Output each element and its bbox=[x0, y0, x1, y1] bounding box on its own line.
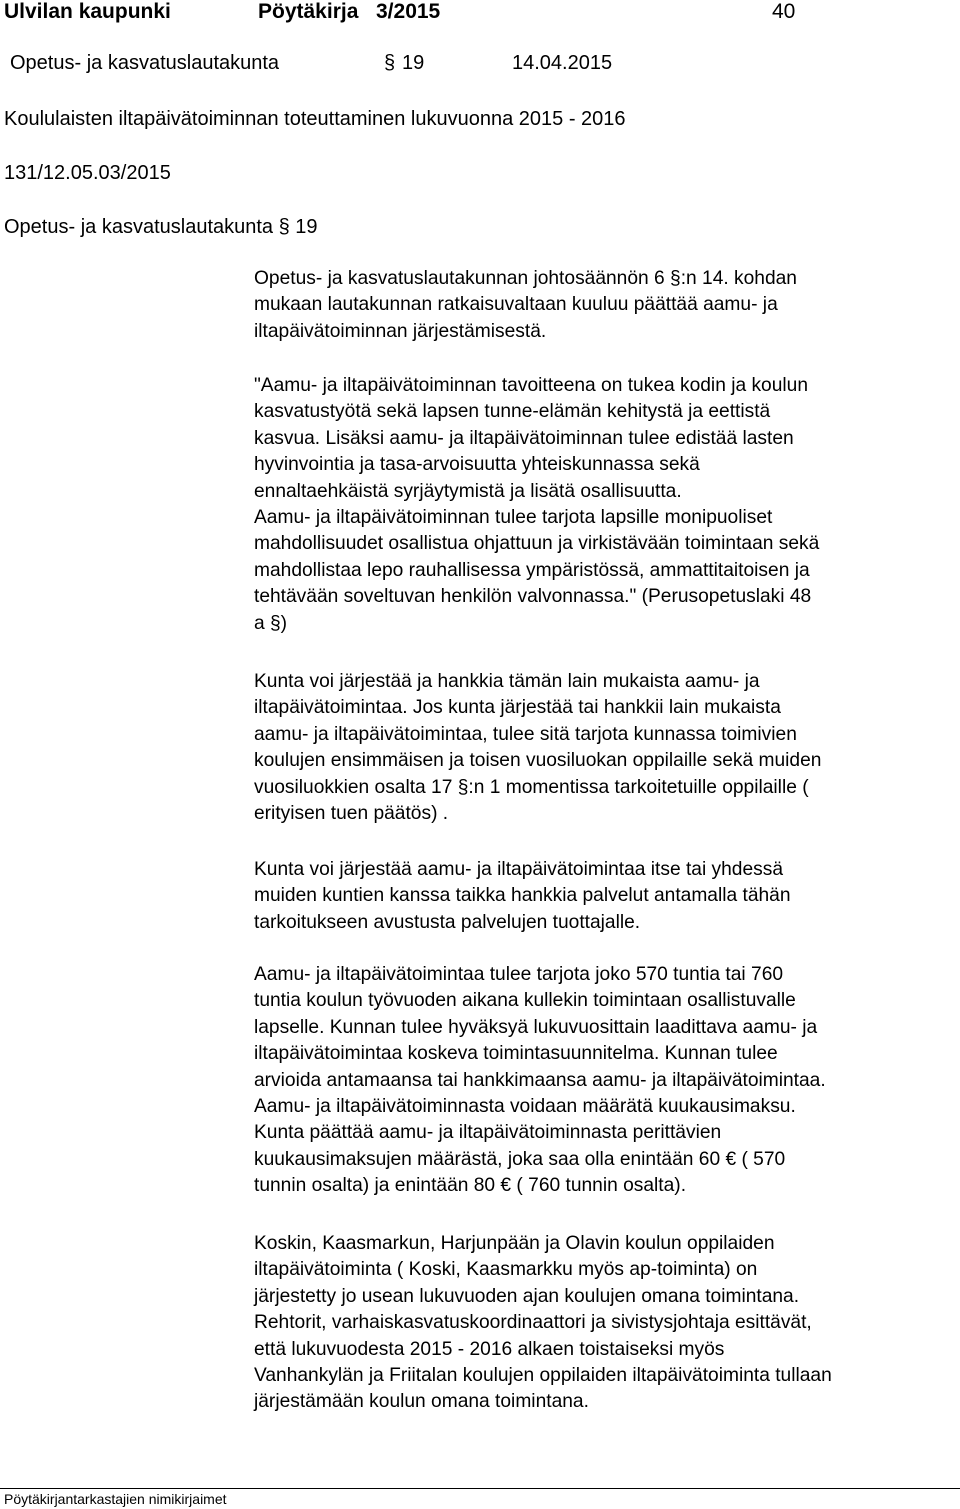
paragraph-line: aamu- ja iltapäivätoimintaa, tulee sitä tarjota kunnassa toimivien bbox=[254, 723, 797, 745]
paragraph-line: erityisen tuen päätös) . bbox=[254, 802, 449, 824]
section-sign: § bbox=[384, 52, 396, 74]
paragraph-line: "Aamu- ja iltapäivätoiminnan tavoitteena on tukea kodin ja koulun bbox=[254, 375, 809, 396]
paragraph-1 bbox=[254, 266, 958, 345]
paragraph-line: Kunta voi järjestää aamu- ja iltapäivätoimintaa itse tai yhdessä bbox=[254, 859, 784, 880]
doc-number: 3/2015 bbox=[376, 0, 441, 23]
paragraph-line: Vanhankylän ja Friitalan koulujen oppilaiden iltapäivätoiminta tullaan bbox=[254, 1364, 832, 1386]
paragraph-line: kasvatustyötä sekä lapsen tunne-elämän kehitystä ja eettistä bbox=[254, 401, 771, 423]
case-committee-line: Opetus- ja kasvatuslautakunta § 19 bbox=[4, 216, 318, 238]
paragraph-6 bbox=[254, 1231, 958, 1416]
paragraph-line: Kunta voi järjestää ja hankkia tämän lain mukaista aamu- ja bbox=[254, 671, 760, 692]
paragraph-line: järjestämään koulun omana toimintana. bbox=[254, 1391, 589, 1413]
paragraph-line: mukaan lautakunnan ratkaisuvaltaan kuuluu päättää aamu- ja bbox=[254, 294, 778, 316]
case-title: Koululaisten iltapäivätoiminnan toteuttaminen lukuvuonna 2015 - 2016 bbox=[4, 108, 626, 130]
paragraph-line: arvioida antamaansa tai hankkimaansa aamu- ja iltapäivätoimintaa. bbox=[254, 1069, 826, 1091]
paragraph-line: kuukausimaksujen määrästä, joka saa olla enintään 60 € ( 570 bbox=[254, 1148, 786, 1170]
case-reference: 131/12.05.03/2015 bbox=[4, 162, 171, 184]
paragraph-line: Koskin, Kaasmarkun, Harjunpään ja Olavin koulun oppilaiden bbox=[254, 1233, 775, 1254]
paragraph-line: Aamu- ja iltapäivätoiminnasta voidaan määrätä kuukausimaksu. bbox=[254, 1095, 796, 1117]
paragraph-line: lapselle. Kunnan tulee hyväksyä lukuvuosittain laadittava aamu- ja bbox=[254, 1016, 818, 1038]
paragraph-line: Aamu- ja iltapäivätoimintaa tulee tarjota joko 570 tuntia tai 760 bbox=[254, 964, 784, 985]
committee-name: Opetus- ja kasvatuslautakunta bbox=[10, 52, 280, 74]
paragraph-line: Opetus- ja kasvatuslautakunnan johtosäännön 6 §:n 14. kohdan bbox=[254, 268, 797, 289]
paragraph-line: mahdollisuudet osallistua ohjattuun ja virkistävään toimintaan sekä bbox=[254, 533, 820, 555]
paragraph-line: tuntia koulun työvuoden aikana kullekin toimintaan osallistuvalle bbox=[254, 990, 796, 1012]
footer-divider bbox=[0, 1488, 960, 1489]
paragraph-line: hyvinvointia ja tasa-arvoisuutta yhteiskunnassa sekä bbox=[254, 454, 700, 476]
paragraph-line: iltapäivätoimintaa. Jos kunta järjestää tai hankkii lain mukaista bbox=[254, 697, 781, 719]
paragraph-line: koulujen ensimmäisen ja toisen vuosiluokan oppilaille sekä muiden bbox=[254, 750, 822, 772]
paragraph-line: mahdollistaa lepo rauhallisessa ympäristössä, ammattitaitoisen ja bbox=[254, 559, 810, 581]
meeting-date: 14.04.2015 bbox=[512, 52, 613, 74]
paragraph-line: tehtävään soveltuvan henkilön valvonnassa." (Perusopetuslaki 48 bbox=[254, 586, 812, 608]
paragraph-line: iltapäivätoimintaa koskeva toimintasuunnitelma. Kunnan tulee bbox=[254, 1043, 778, 1065]
paragraph-2 bbox=[254, 373, 958, 637]
paragraph-line: kasvua. Lisäksi aamu- ja iltapäivätoiminnan tulee edistää lasten bbox=[254, 427, 794, 449]
paragraph-line: iltapäivätoiminta ( Koski, Kaasmarkku myös ap-toiminta) on bbox=[254, 1259, 758, 1281]
paragraph-line: tunnin osalta) ja enintään 80 € ( 760 tunnin osalta). bbox=[254, 1175, 687, 1197]
paragraph-line: järjestetty jo usean lukuvuoden ajan koulujen omana toimintana. bbox=[254, 1285, 800, 1307]
paragraph-line: että lukuvuodesta 2015 - 2016 alkaen toistaiseksi myös bbox=[254, 1338, 725, 1360]
paragraph-line: ennaltaehkäistä syrjäytymistä ja lisätä osallisuutta. bbox=[254, 480, 682, 502]
paragraph-5 bbox=[254, 962, 958, 1200]
paragraph-line: iltapäivätoiminnan järjestämisestä. bbox=[254, 320, 547, 342]
paragraph-line: muiden kuntien kanssa taikka hankkia palvelut antamalla tähän bbox=[254, 885, 791, 907]
paragraph-line: a §) bbox=[254, 612, 288, 634]
paragraph-line: vuosiluokkien osalta 17 §:n 1 momentissa tarkoitetuille oppilaille ( bbox=[254, 776, 809, 798]
paragraph-line: Kunta päättää aamu- ja iltapäivätoiminnasta perittävien bbox=[254, 1122, 722, 1144]
section-number: 19 bbox=[402, 52, 425, 74]
paragraph-line: Rehtorit, varhaiskasvatuskoordinaattori ja sivistysjohtaja esittävät, bbox=[254, 1312, 812, 1334]
paragraph-line: tarkoitukseen avustusta palvelujen tuottajalle. bbox=[254, 911, 641, 933]
paragraph-4 bbox=[254, 857, 958, 936]
paragraph-line: Aamu- ja iltapäivätoiminnan tulee tarjota lapsille monipuoliset bbox=[254, 506, 773, 528]
signature-label: Pöytäkirjantarkastajien nimikirjaimet bbox=[4, 1491, 227, 1507]
paragraph-3 bbox=[254, 669, 958, 827]
doc-type: Pöytäkirja bbox=[258, 0, 359, 23]
page-number: 40 bbox=[772, 0, 796, 23]
org-name: Ulvilan kaupunki bbox=[4, 0, 171, 23]
